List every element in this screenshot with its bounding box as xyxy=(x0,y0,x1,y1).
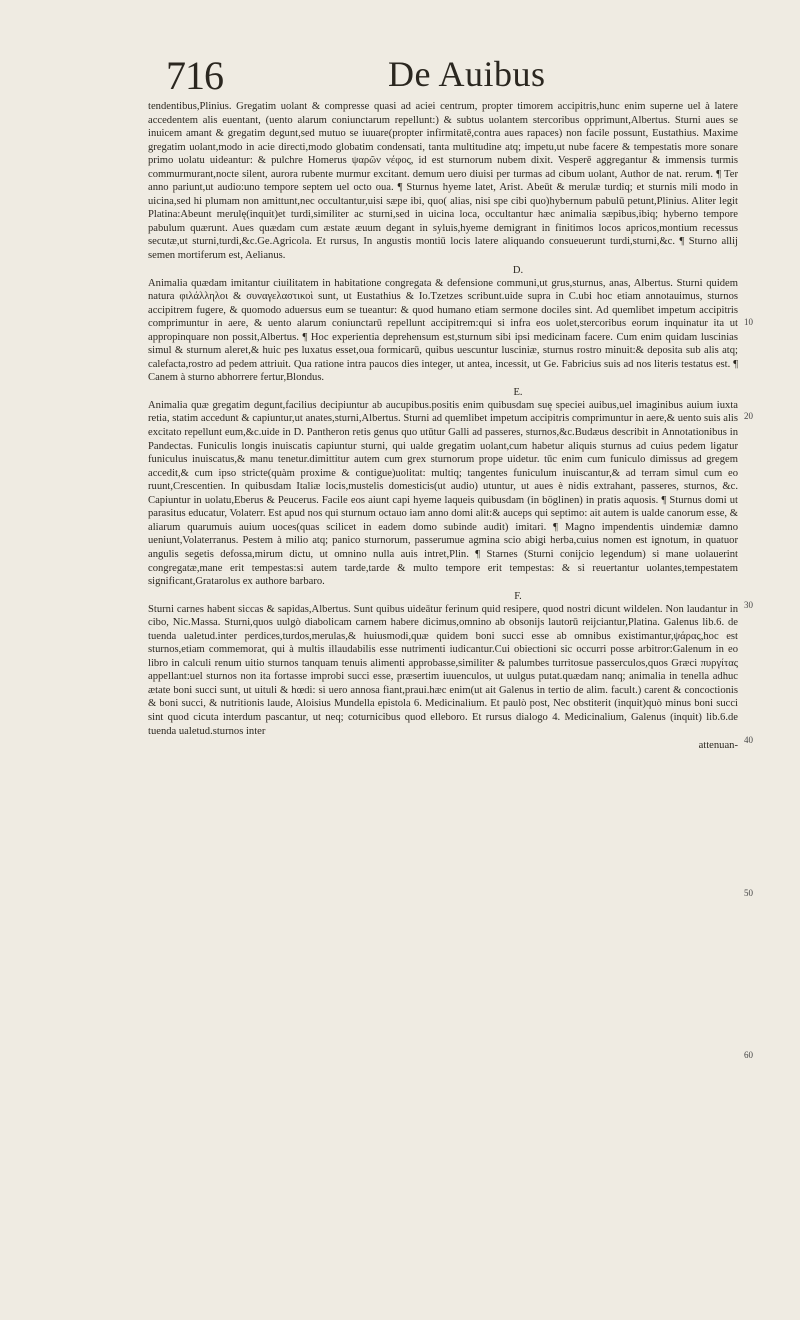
margin-line-number: 30 xyxy=(744,600,753,610)
section-d-text: Animalia quædam imitantur ciuilitatem in habitatione congregata & defensione communi,ut grus,sturnus, anas, Albertus. Sturni quidem natura φιλάλληλοι & συναγελαστικοὶ sunt, ut Eustathius & Io.Tzetzes scribunt.uide supra in C.ubi hoc etiam annotauimus, sturnos accipitrem fugere, & quomodo aduersus eum se tueantur: & quod humano etiam sermone dociles sint. Ad quemlibet impetum accipitris comprimuntur in aere, & uento alarum coniunctarū repellunt accipitrem:qui si infra eos uolet,stercoribus eorum inquinatur ita ut appropinquare non possit,Albertus. ¶ Hoc experientia deprehensum est,sturnum sibi ipsi medicinam facere. Cum enim quidam luscinias simul & sturnum aleret,& huic pes luxatus esset,oua formicarū, quibus uescuntur lusciniæ, sturnus rostro minuit:& deposita sub alis atq; calefacta,rostro ad pedem attriuit. Qua ratione intra paucos dies integer, ut antea, incessit, ut Ge. Fabricius suis ad nos literis testatus est. ¶ Canem à sturno abhorrere fertur,Blondus. xyxy=(148,277,738,384)
margin-line-number: 10 xyxy=(744,317,753,327)
section-f-text: Sturni carnes habent siccas & sapidas,Albertus. Sunt quibus uideātur ferinum quid resipere, quod nostri dicunt wildelen. Non laudantur in cibo, Nic.Massa. Sturni,quos uulgò diabolicam carnem habere dicimus,omnino ab obsonijs lautorū reijciantur,Platina. Galenus lib.6. de tuenda ualetud.inter perdices,turdos,merulas,& huiusmodi,quæ quidem boni succi esse ab omnibus existimantur,ψάρας,hoc est sturnos,etiam commemorat, qui à multis illaudabilis esse nutrimenti iudicantur.Cui obiectioni sic occurri posse arbitror:Galenum in eo libro in calculi renum uitio sturnos tanquam tenuis alimenti approbasse,similiter & palumbes turritosue passerculos,quos Græci πυργίτας appellant:uel sturnos non ita fortasse improbi succi esse, præsertim iuuenculos, ut uulgus putat.quædam nanq; animalia in tenella adhuc ætate boni succi sunt, ut uituli & hœdi: si uero annosa fiant,praui.hæc enim(ut ait Galenus in tertio de alim. facult.) carent & concoctionis & boni succi, & nutritionis laude, Aloisius Mundella epistola 6. Medicinalium. Et paulò post, Nec obstiterit (inquit)quò minus boni succi sint quod cicuta interdum pascantur, ut neq; coturnicibus quod elleboro. Et rursus dialogo 4. Medicinalium, Galenus (inquit) lib.6.de tuenda ualetud.sturnos inter xyxy=(148,603,738,737)
section-e-text: Animalia quæ gregatim degunt,facilius decipiuntur ab aucupibus.positis enim quibusdam suę speciei auibus,uel imaginibus auium iuxta retia, statim accedunt & capiuntur,ut anates,sturni,Albertus. Sturni ad quemlibet impetum accipitris comprimuntur in aere,& uento suis alis excitato repellunt eum,&c.uide in D. Pantheron retis genus quo utūtur Galli ad passeres, sturnos,&c.Budæus describit in Annotationibus in Pandectas. Funiculis longis inuiscatis capiuntur sturni, qui ualde gregatim uolant,cum habetur aliquis sturnus ad cuius pedem ligatur funiculus inuiscatus,& manu tenetur.dimittitur autem cum grex sturnorum prope uidetur. tūc enim cum funiculo dimissus ad gregem accedit,& cum ipso stricte(quàm proxime & contigue)uolitat: multiq; tangentes funiculum inuiscantur,& ad terram simul cum eo ruunt,Crescentien. In quibusdam Italiæ locis,mustelis domesticis(ut audio) utuntur, ut aues è nidis extrahant, passeres, sturnos, &c. Capiuntur in uolatu,Eberus & Peucerus. Facile eos aiunt capi hyeme laqueis quibusdam (in böglinen) in pratis aquosis. ¶ Sturnus domi ut parasitus educatur, Volaterr. Est apud nos qui sturnum octauo iam anno domi alit:& auceps qui septimo: ait autem is ualde canorum esse, & aliarum quarumuis auium uoces(quas scilicet in eadem domo subinde audit) imitari. ¶ Magno impendentis uindemiæ damno ueniunt,Volaterranus. Pestem à milio atq; panico sturnorum, passerumue agmina scio abigi herba,cuius nomen est ignotum, in quatuor angulis segetis defossa,mirum dictu, ut omnino nulla auis intret,Plin. ¶ Starnes (Sturni conijcio legendum) si mane uolauerint congregatæ,mane erit tempestas:si autem tarde,tarde & multo tempore erit tempestas: & si reuertantur uolantes,tempestatem significant,Gratarolus ex authore barbaro. xyxy=(148,399,738,588)
running-head: De Auibus xyxy=(388,54,546,94)
catchword: attenuan- xyxy=(698,740,738,752)
margin-line-number: 40 xyxy=(744,735,753,745)
page-number: 716 xyxy=(166,53,223,98)
page-header xyxy=(150,52,730,98)
margin-line-number: 20 xyxy=(744,411,753,421)
main-text-block xyxy=(148,100,738,752)
section-letter-f: F. xyxy=(514,590,522,602)
section-letter-e: E. xyxy=(513,386,523,398)
margin-line-number: 60 xyxy=(744,1050,753,1060)
section-letter-d: D. xyxy=(512,264,524,276)
paragraph: tendentibus,Plinius. Gregatim uolant & compresse quasi ad aciei centrum, propter timorem accipitris,hunc enim superne uel à latere accedentem alis euentant, (uento alarum coniunctarum repellunt:) & subtus uolantem stercoribus opprimunt,Albertus. Sturni aues se inuicem amant & gregatim degunt,sed mutuo se iuuare(propter infirmitatē,contra aues rapaces) non facile possunt, Eustathius. Maxime gregatim uolant,modo in acie directi,modo globatim condensati, tanta multitudine atq; impetu,ut nube facere & tempestatis more sonare primo uolatu uideantur: & pulchre Homerus ψαρῶν νέφος, id est sturnorum nubem dixit. Vesperē aggregantur & immensis turmis commurmurant,nocte silent, aurora rubente murmur excitant. demum uero diuisi per turmas ad cibum uolant, Author de nat. rerum. ¶ Ter anno pariunt,ut audio:uno tempore septem uel octo oua. ¶ Sturnus hyeme latet, Arist. Abeūt & merulæ turdiq; et sturnis mili modo in uicina,sed hi plumam non amittunt,nec occultantur,uisi sæpe ibi, quo( alias, nisi spe cibi quo)hybernum pabulū petunt,Plinius. Aliter legit Platina:Abeunt merulę(inquit)et turdi,similiter ac sturni,sed in uicina loca, occultantur hæc animalia sæpibus,ibiq; hyberno tempore pabulum quærunt. Aues quædam cum æstate æuum degant in syluis,hyeme demigrant in finitimos locos apricos,montium recessus secutæ,ut sturni,turdi,&c.Ge.Agricola. Et rursus, In angustis montiū locis latere aliquando consueuerunt turdi,sturni,&c. ¶ Sturno allij semen mortiferum est, Aelianus. xyxy=(148,101,738,262)
margin-line-number: 50 xyxy=(744,888,753,898)
